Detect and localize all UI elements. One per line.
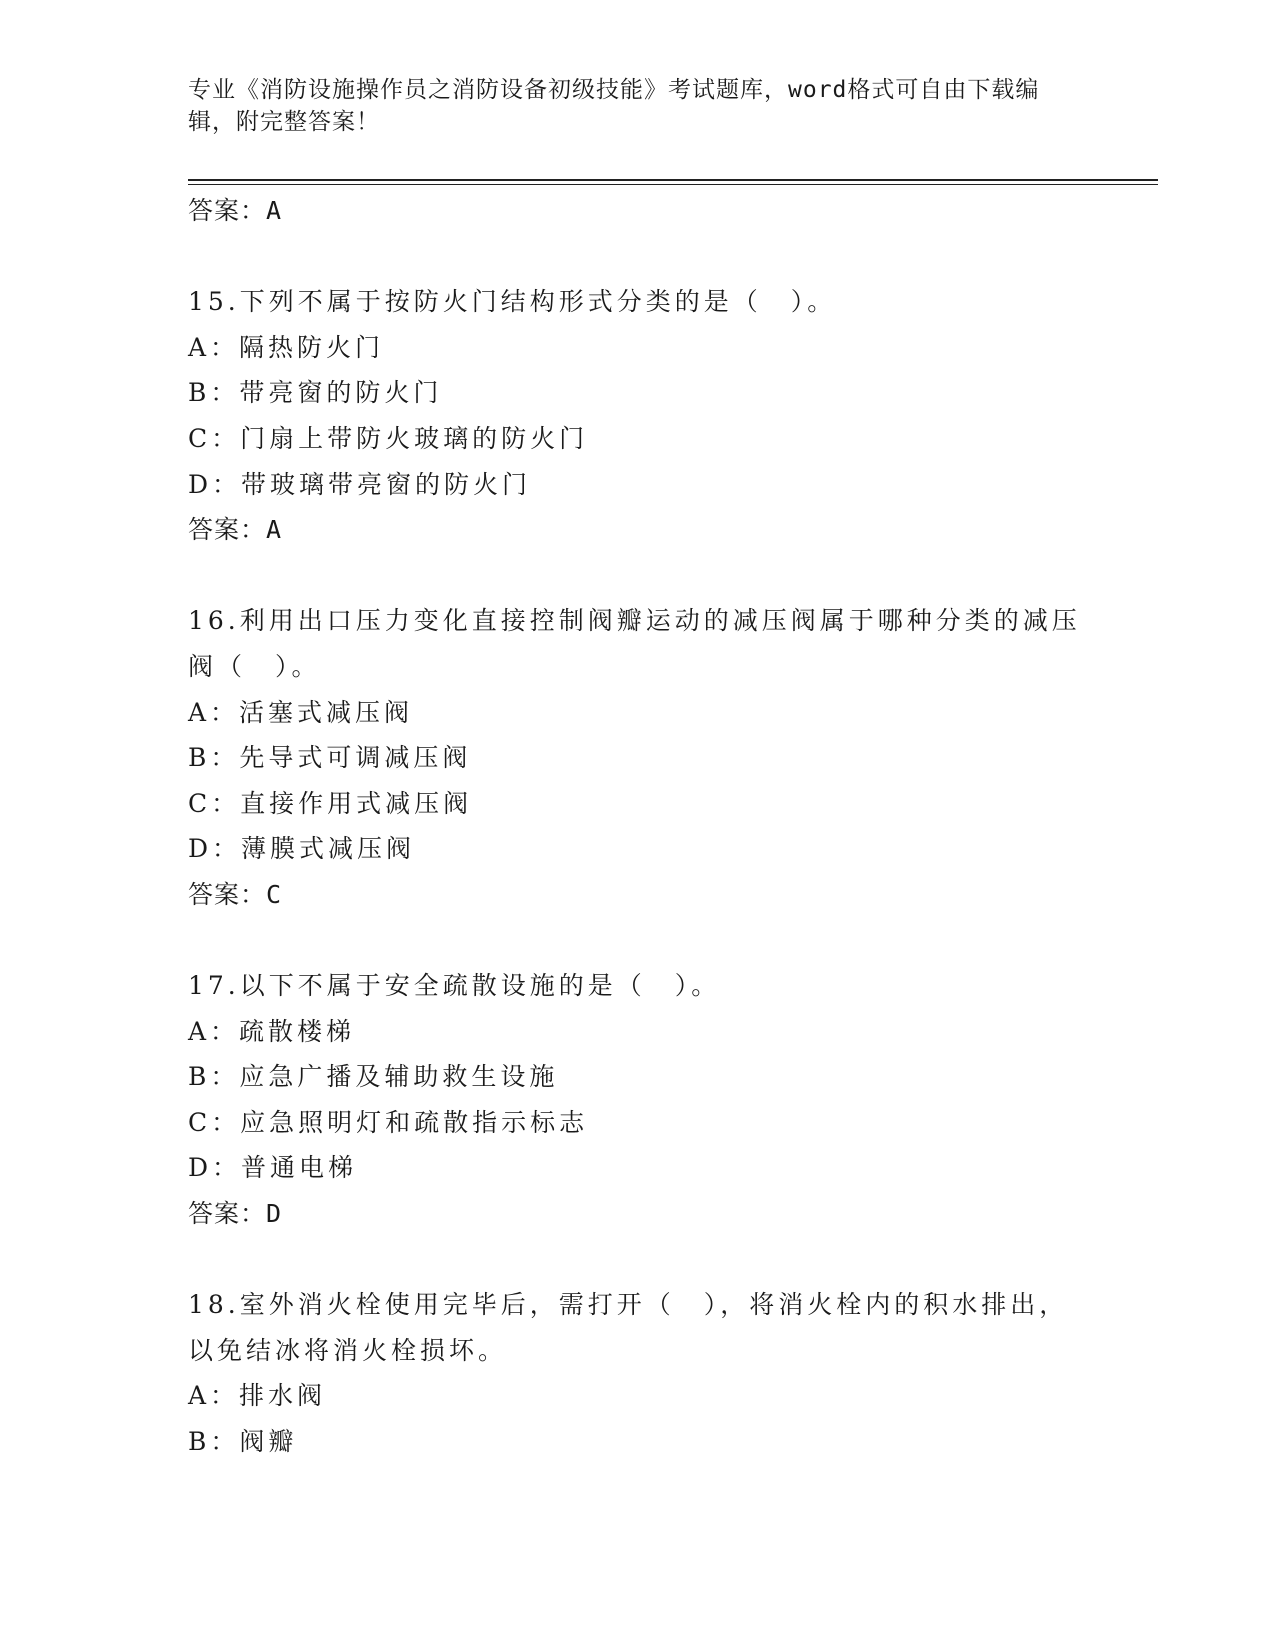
question-16 [188,598,1088,917]
option-b: B：先导式可调减压阀 [188,743,472,773]
answer-line: 答案：A [188,196,283,225]
header-divider-thin [188,184,1158,185]
option-c: C：门扇上带防火玻璃的防火门 [188,423,589,453]
spacer [188,918,1088,964]
option-d: D：薄膜式减压阀 [188,834,416,864]
option-d: D：带玻璃带亮窗的防火门 [188,469,532,499]
option-c: C：应急照明灯和疏散指示标志 [188,1107,589,1137]
option-a: A：疏散楼梯 [188,1016,356,1046]
document-header [188,74,1088,138]
question-stem: 17.以下不属于安全疏散设施的是（ ）。 [188,971,721,1001]
option-a: A：活塞式减压阀 [188,697,414,727]
question-stem: 15.下列不属于按防火门结构形式分类的是（ ）。 [188,287,837,317]
question-stem-continued: 阀（ ）。 [188,651,321,681]
option-b: B：阀瓣 [188,1427,298,1457]
question-list [188,188,1088,1465]
option-b: B：应急广播及辅助救生设施 [188,1062,559,1092]
question-17 [188,963,1088,1237]
question-18 [188,1282,1088,1464]
option-c: C：直接作用式减压阀 [188,788,473,818]
header-line-2: 辑，附完整答案！ [188,109,380,135]
option-a: A：排水阀 [188,1381,327,1411]
header-line-1: 专业《消防设施操作员之消防设备初级技能》考试题库，word格式可自由下载编 [188,77,1040,103]
question-15 [188,279,1088,553]
header-divider [188,179,1158,181]
option-a: A：隔热防火门 [188,332,385,362]
option-d: D：普通电梯 [188,1153,358,1183]
answer-line: 答案：A [188,515,283,545]
option-b: B：带亮窗的防火门 [188,378,443,408]
question-stem: 16.利用出口压力变化直接控制阀瓣运动的减压阀属于哪种分类的减压 [188,606,1081,636]
question-stem: 18.室外消火栓使用完毕后，需打开（ ），将消火栓内的积水排出， [188,1290,1069,1320]
answer-line: 答案：D [188,1199,283,1229]
spacer [188,1237,1088,1283]
spacer [188,553,1088,599]
question-stem-continued: 以免结冰将消火栓损坏。 [188,1335,508,1365]
spacer [188,234,1088,280]
answer-line: 答案：C [188,879,283,909]
